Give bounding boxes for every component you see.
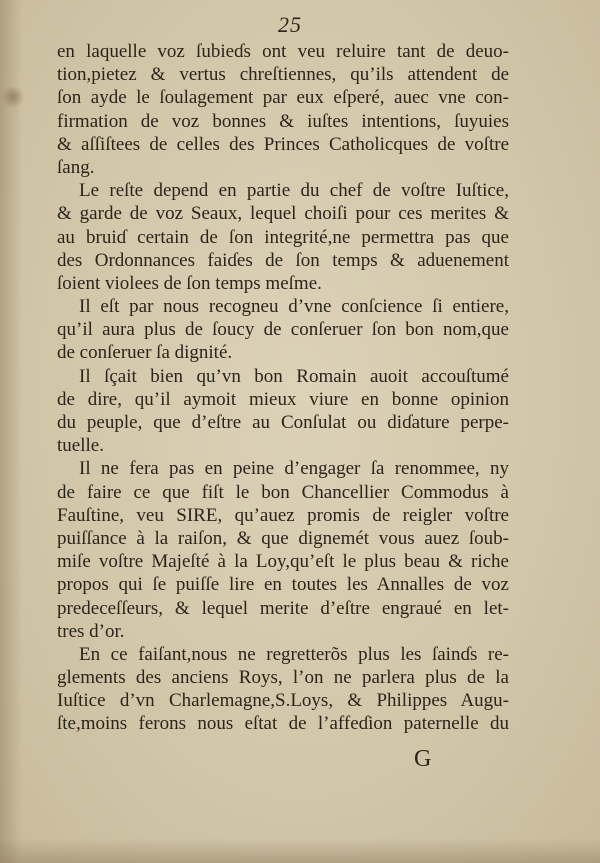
text-line: tion,pietez & vertus chreſtiennes, qu’ils attendent de	[57, 64, 509, 86]
text-line: de conſeruer ſa dignité.	[57, 342, 233, 364]
page-number: 25	[278, 12, 302, 37]
text-line: & aſſiſtees de celles des Princes Catholicques de voſtre	[57, 133, 509, 155]
foxing-stain	[2, 86, 24, 108]
signature-mark: G	[414, 746, 433, 772]
text-line: firmation de voz bonnes & iuſtes intentions, ſuyuies	[57, 110, 509, 132]
paragraph-first-line: Il ne fera pas en peine d’engager ſa renommee, ny	[79, 458, 509, 480]
text-line: tuelle.	[57, 435, 104, 457]
paragraph-first-line: Il eſt par nous recogneu d’vne conſcience ſi entiere,	[79, 296, 509, 318]
page-bottom-edge	[0, 838, 600, 863]
text-line: ſoient violees de ſon temps meſme.	[57, 272, 322, 294]
text-line: de faire ce que fiſt le bon Chancellier Commodus à	[57, 481, 509, 503]
text-line: tres d’or.	[57, 620, 125, 642]
paragraph-first-line: Il ſçait bien qu’vn bon Romain auoit accouſtumé	[79, 365, 509, 387]
paragraph-first-line: En ce faiſant,nous ne regretterõs plus les ſainɗs re-	[79, 643, 509, 665]
text-line: miſe voſtre Majeſté à la Loy,qu’eſt le plus beau & riche	[57, 551, 509, 573]
text-line: predeceſſeurs, & lequel merite d’eſtre engraué en let-	[57, 597, 509, 619]
text-line: de dire, qu’il aymoit mieux viure en bonne opinion	[57, 388, 509, 410]
text-line: qu’il aura plus de ſoucy de conſeruer ſon bon nom,que	[57, 319, 509, 341]
text-line: du peuple, que d’eſtre au Conſulat ou diɗature perpe-	[57, 412, 509, 433]
text-line: des Ordonnances faiɗes de ſon temps & aduenement	[57, 249, 509, 271]
text-line: ſon ayde le ſoulagement par eux eſperé, auec vne con-	[57, 87, 509, 109]
text-line: propos qui ſe puiſſe lire en toutes les Annalles de voz	[57, 574, 509, 596]
text-line: Iuſtice d’vn Charlemagne,S.Loys, & Philippes Augu-	[57, 690, 509, 712]
text-line: ſte,moins ferons nous eſtat de l’affeɗion paternelle du	[57, 713, 509, 735]
paragraph-first-line: Le reſte depend en partie du chef de voſtre Iuſtice,	[79, 180, 509, 202]
text-line: glements des anciens Roys, l’on ne parlera plus de la	[57, 667, 509, 689]
text-line: puiſſance à la raiſon, & que dignemét vous auez ſoub-	[57, 527, 509, 549]
text-line: ſang.	[57, 156, 95, 178]
text-line: en laquelle voz ſubieɗs ont veu reluire tant de deuo-	[57, 41, 509, 62]
binding-shadow	[0, 0, 22, 863]
text-line: & garde de voz Seaux, lequel choiſi pour ces merites &	[57, 203, 509, 225]
page-text	[57, 40, 509, 736]
text-line: au bruiɗ certain de ſon integrité,ne permettra pas que	[57, 226, 509, 248]
text-line: Fauſtine, veu SIRE, qu’auez promis de reigler voſtre	[57, 504, 509, 526]
